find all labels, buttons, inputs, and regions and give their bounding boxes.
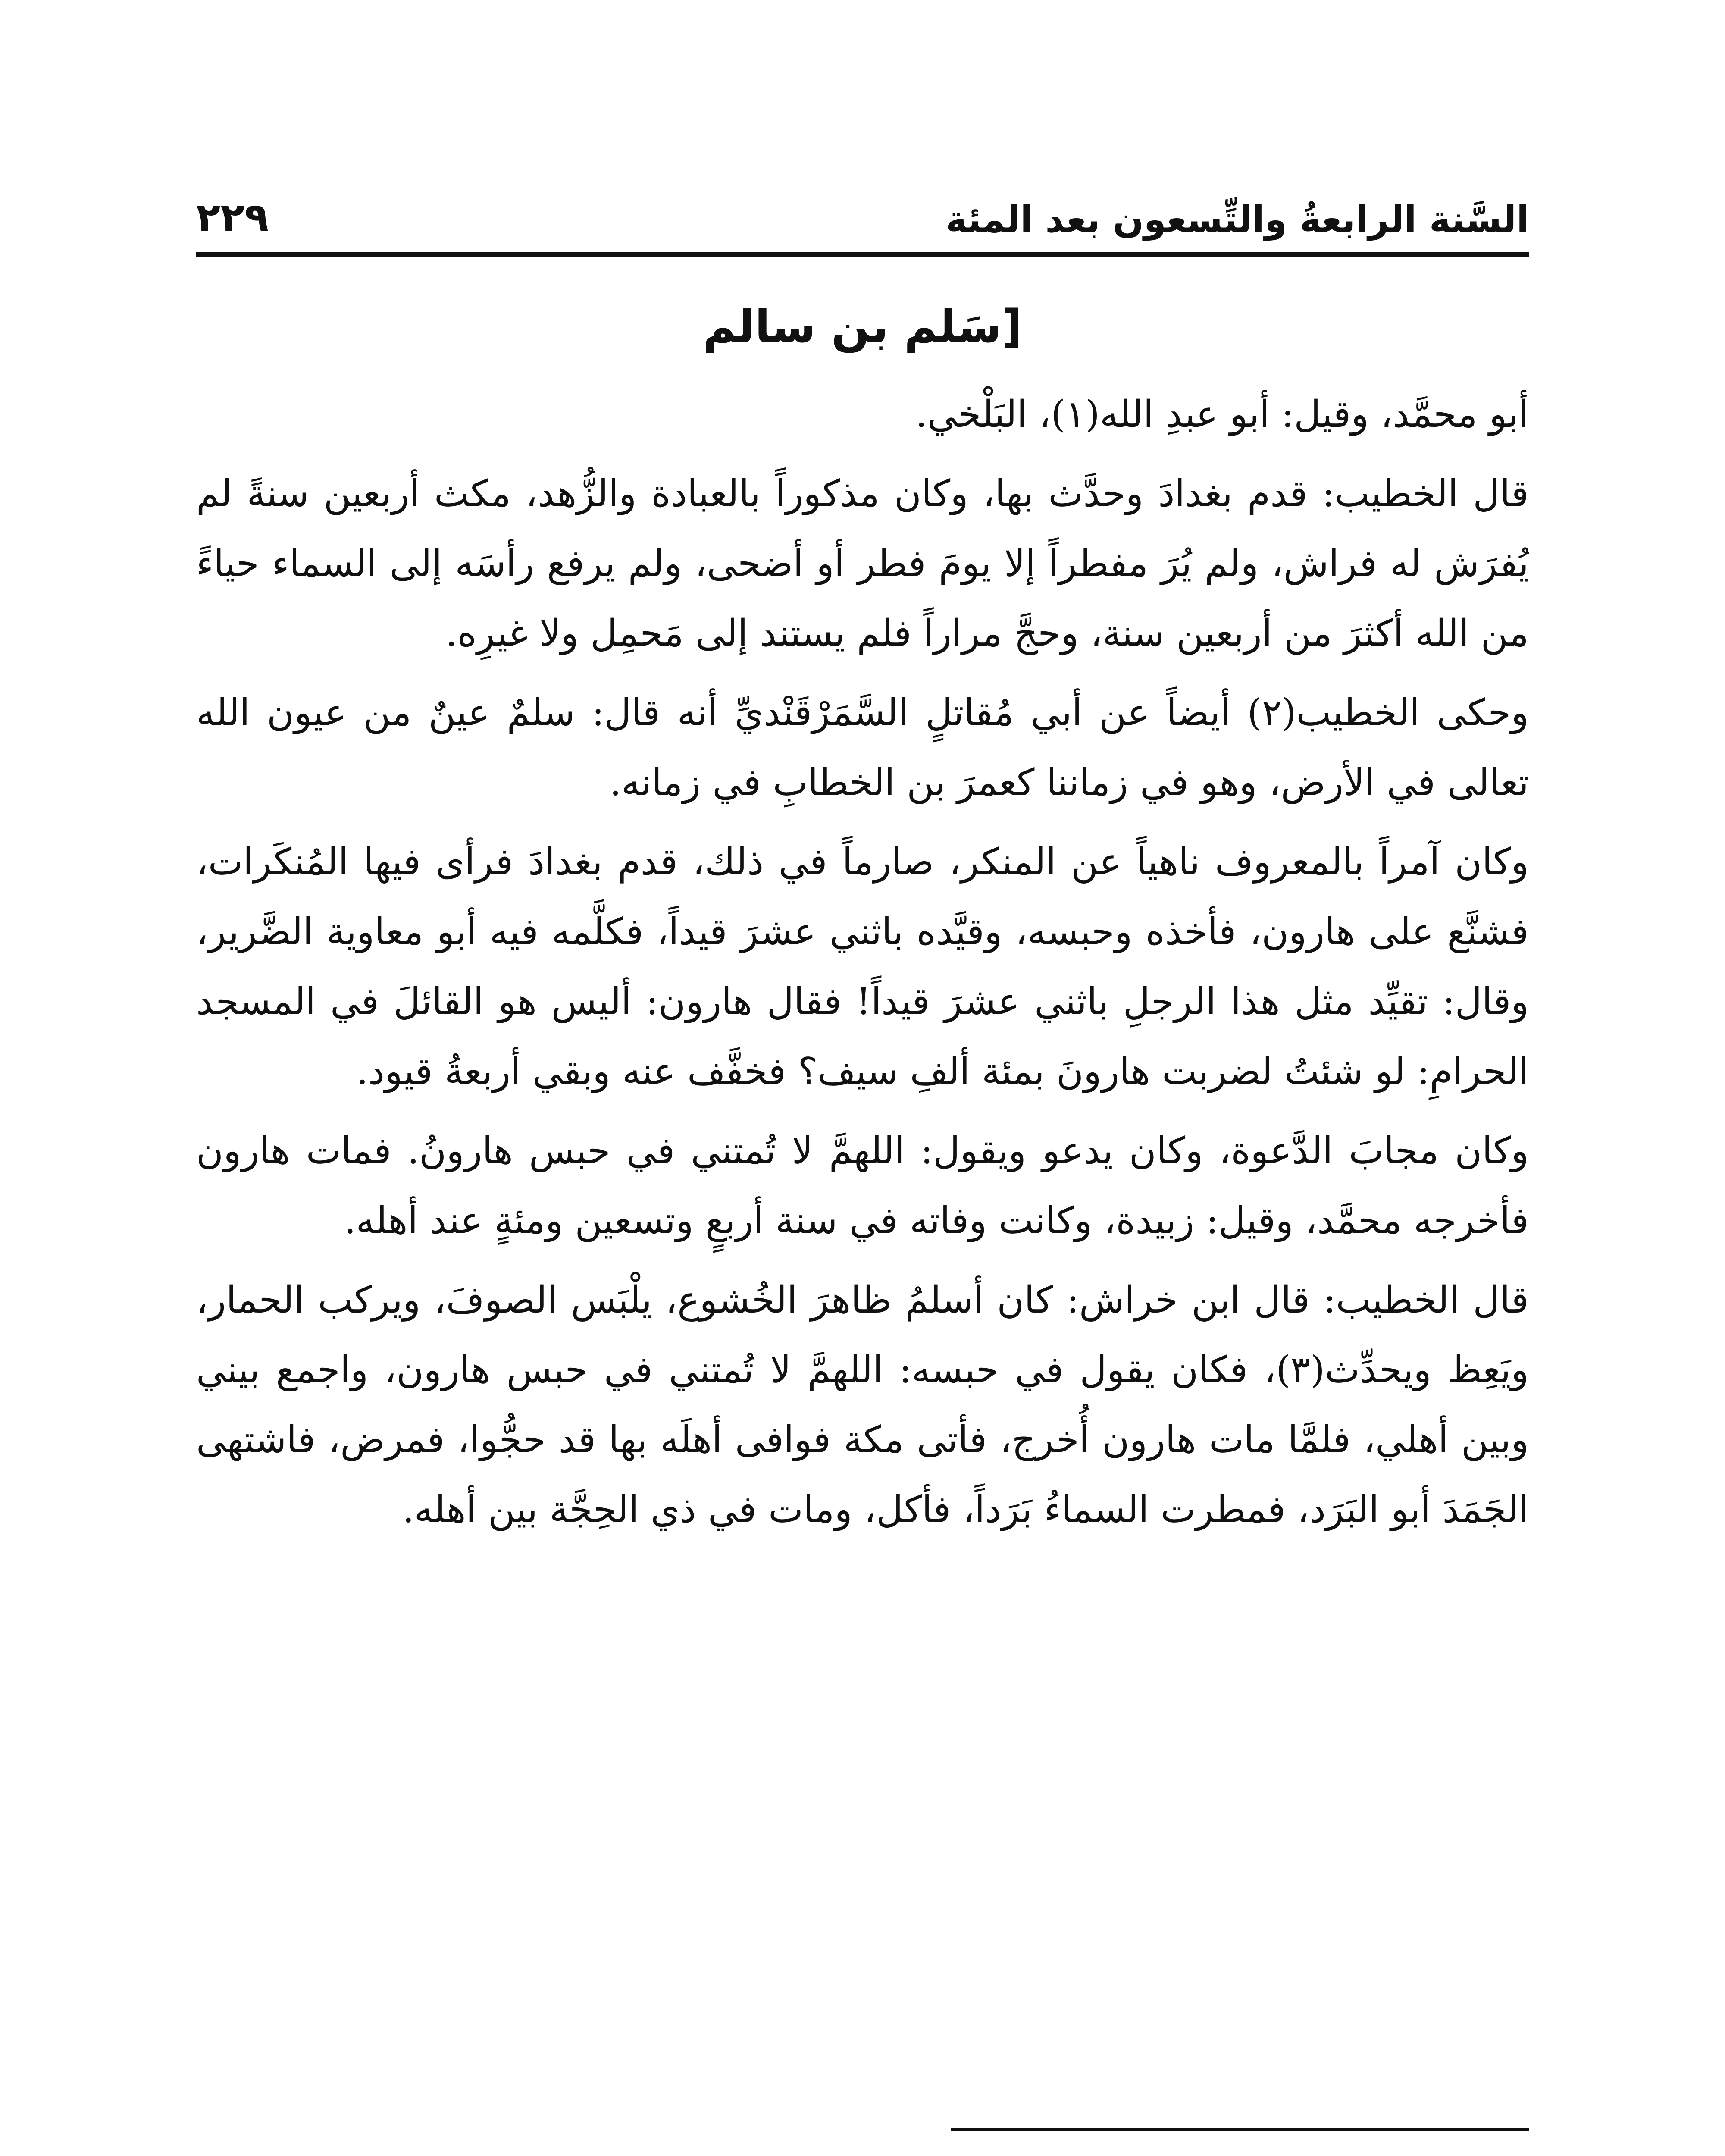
paragraph-answered-prayer: وكان مجابَ الدَّعوة، وكان يدعو ويقول: اللهمَّ لا تُمتني في حبس هارونُ. فمات هارون فأخرجه محمَّد، وقيل: زبيدة، وكانت وفاته في سنة أربعٍ وتسعين ومئةٍ عند أهله. [196, 1129, 1529, 1242]
running-head [196, 172, 1529, 241]
section-title: [سَلم بن سالم [703, 300, 1022, 353]
paragraph-abu-muqatil: وحكى الخطيب(٢) أيضاً عن أبي مُقاتلٍ السَّمَرْقَنْديِّ أنه قال: سلمٌ عينٌ من عيون الله تعالى في الأرض، وهو في زماننا كعمرَ بن الخطابِ في زمانه. [196, 691, 1529, 804]
paragraph-kunya: أبو محمَّد، وقيل: أبو عبدِ الله(١)، البَلْخي. [915, 393, 1529, 436]
header-rule [196, 252, 1529, 257]
paragraph-khatib-worship: قال الخطيب: قدم بغدادَ وحدَّث بها، وكان مذكوراً بالعبادة والزُّهد، مكث أربعين سنةً لم يُفرَش له فراش، ولم يُرَ مفطراً إلا يومَ فطر أو أضحى، ولم يرفع رأسَه إلى السماء حياءً من الله أكثرَ من أربعين سنة، وحجَّ مراراً فلم يستند إلى مَحمِل ولا غيرِه. [196, 472, 1529, 655]
body-text [196, 379, 1529, 1554]
paragraph-ibn-khirash: قال الخطيب: قال ابن خراش: كان أسلمُ ظاهرَ الخُشوع، يلْبَس الصوفَ، ويركب الحمار، ويَعِظ ويحدِّث(٣)، فكان يقول في حبسه: اللهمَّ لا تُمتني في حبس هارون، واجمع بيني وبين أهلي، فلمَّا مات هارون أُخرج، فأتى مكة فوافى أهلَه بها قد حجُّوا، فمرض، فاشتهى الجَمَدَ أبو البَرَد، فمطرت السماءُ بَرَداً، فأكل، ومات في ذي الحِجَّة بين أهله. [196, 1279, 1529, 1531]
footnote-rule [951, 2128, 1529, 2131]
running-title: السَّنة الرابعةُ والتِّسعون بعد المئة [945, 198, 1529, 241]
footnotes [196, 2150, 1529, 2156]
footnote-1 [196, 2150, 1529, 2156]
paragraph-harun-prison: وكان آمراً بالمعروف ناهياً عن المنكر، صارماً في ذلك، قدم بغدادَ فرأى فيها المُنكَرات، فشنَّع على هارون، فأخذه وحبسه، وقيَّده باثني عشرَ قيداً، فكلَّمه فيه أبو معاوية الضَّرير، وقال: تقيِّد مثل هذا الرجلِ باثني عشرَ قيداً! فقال هارون: أليس هو القائلَ في المسجد الحرامِ: لو شئتُ لضربت هارونَ بمئة ألفِ سيف؟ فخفَّف عنه وبقي أربعةُ قيود. [196, 840, 1529, 1093]
page-number: ٢٢٩ [196, 194, 269, 241]
